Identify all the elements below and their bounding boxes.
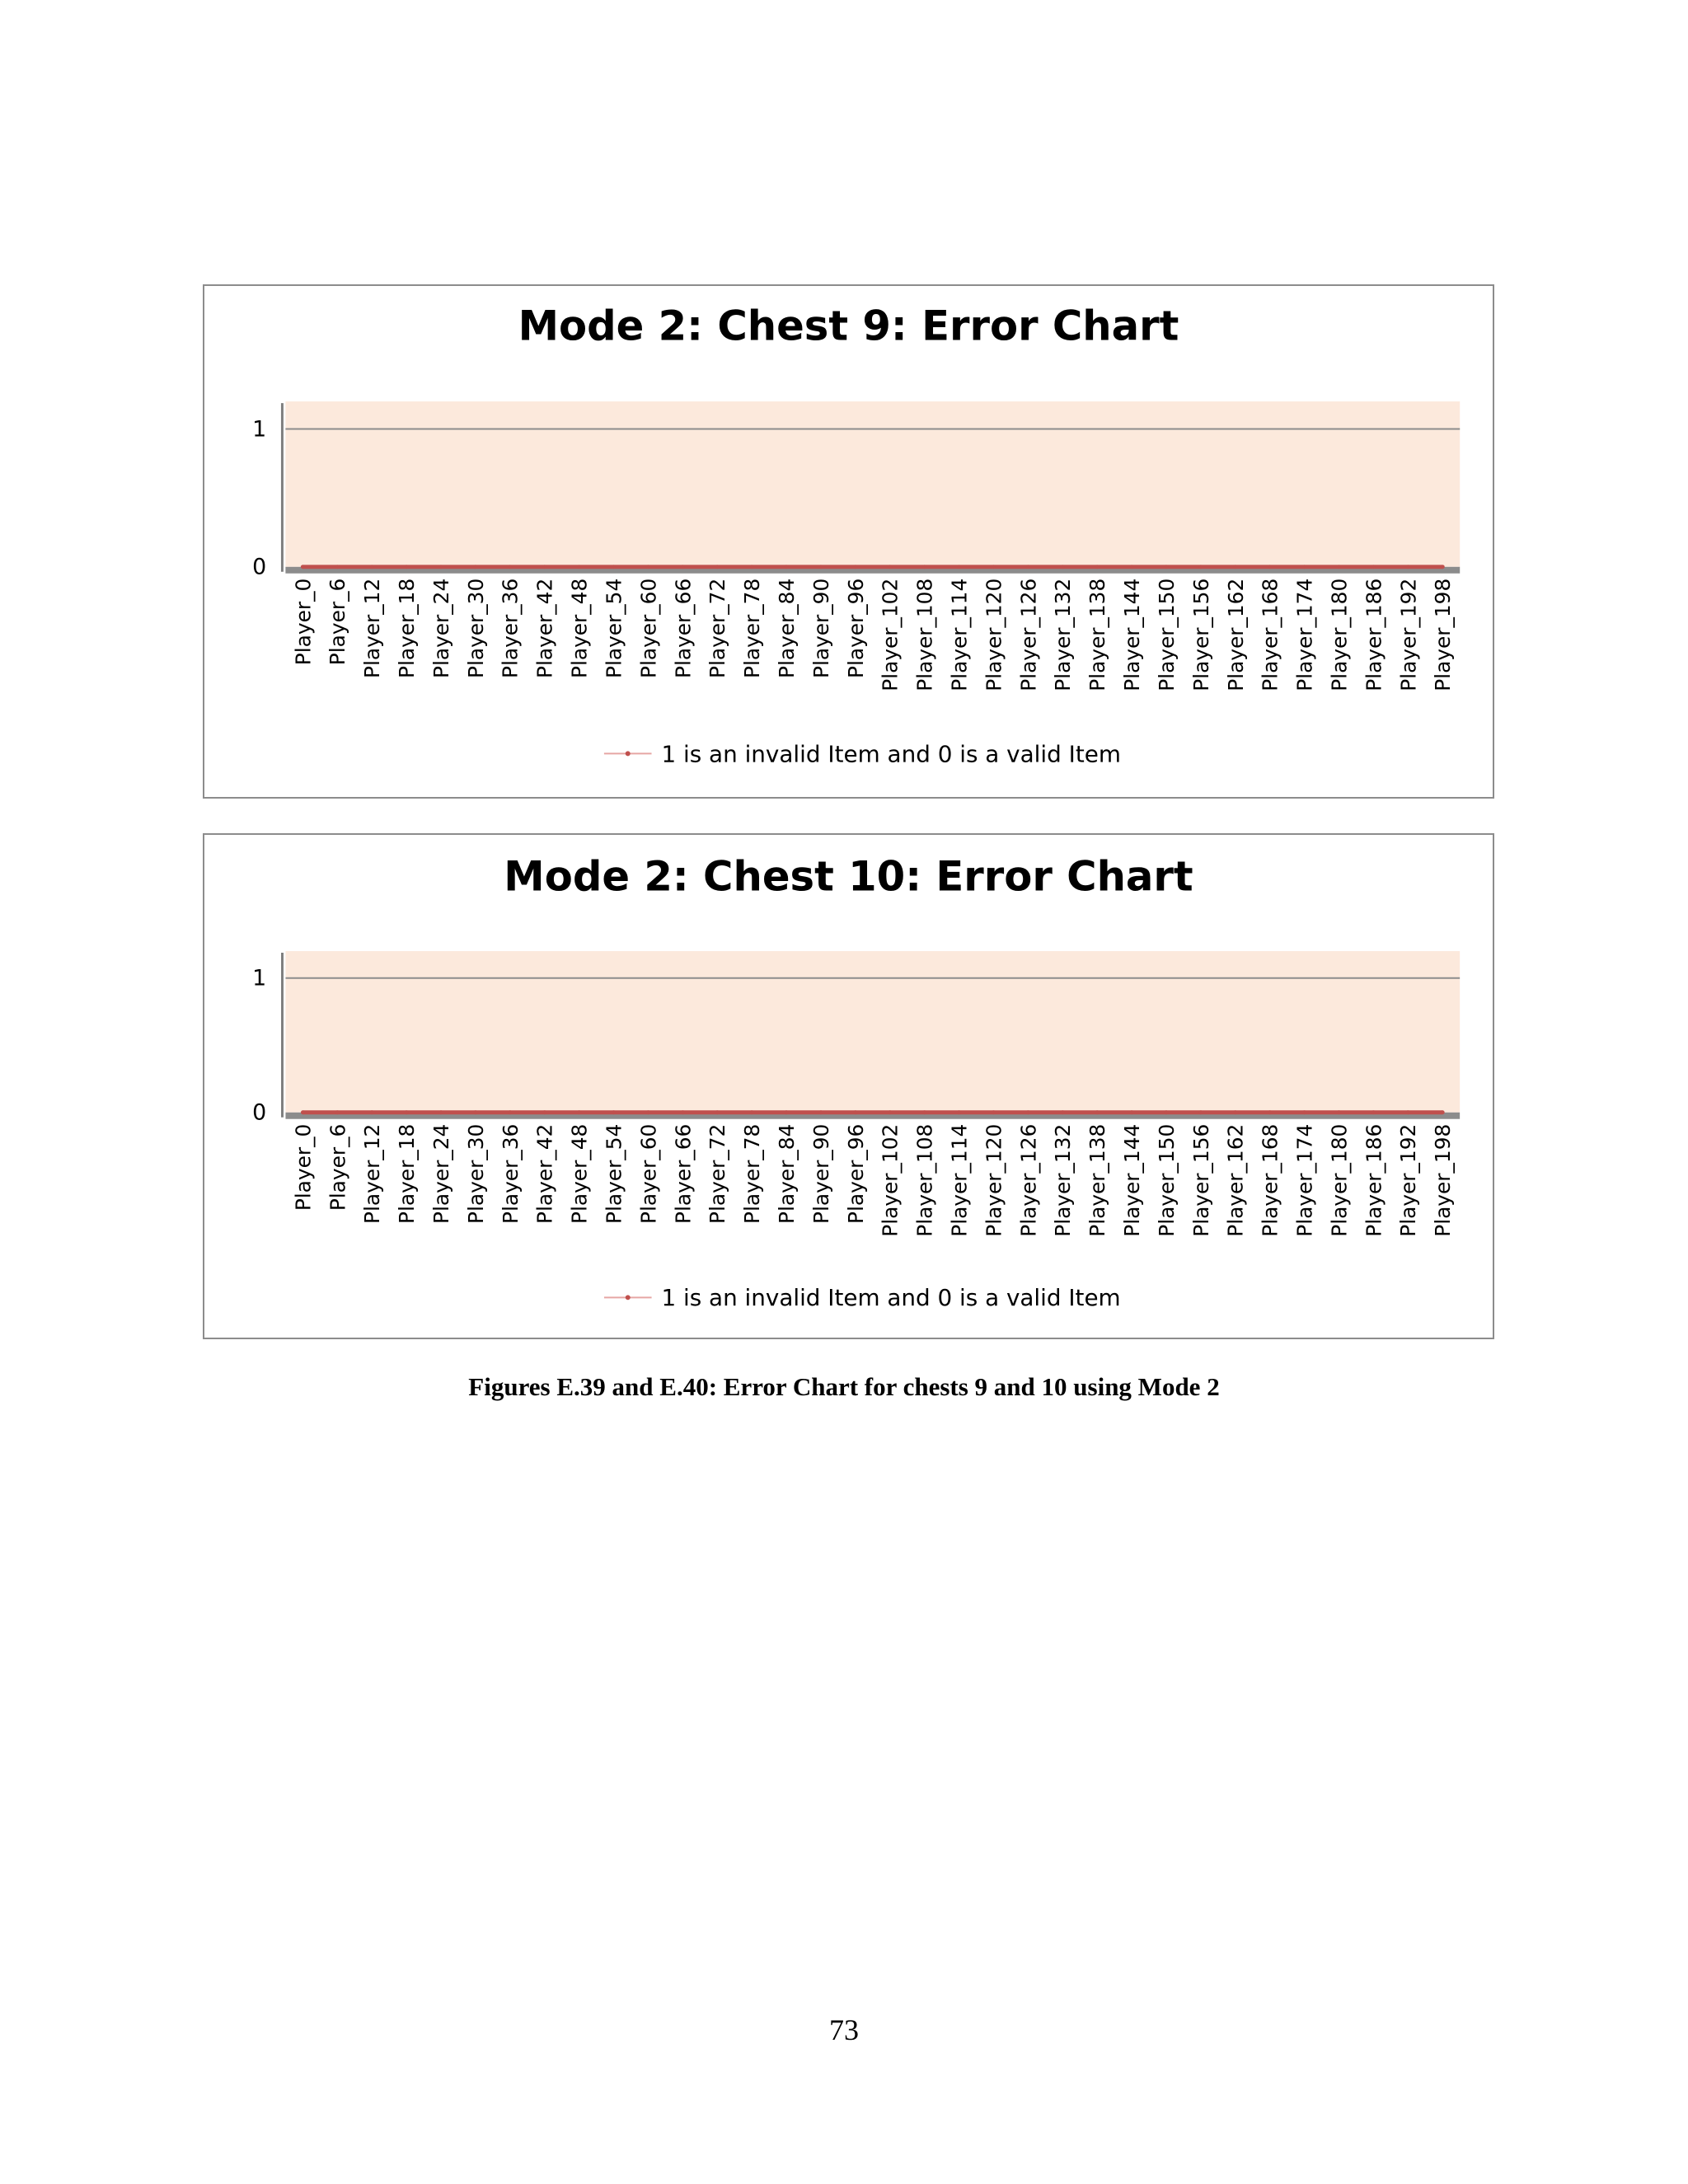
x-tick-label: Player_72 xyxy=(706,1123,730,1224)
x-tick-label: Player_78 xyxy=(740,1123,765,1224)
data-point xyxy=(853,1110,857,1114)
data-point xyxy=(405,1110,409,1114)
x-tick-label: Player_120 xyxy=(982,1123,1006,1237)
x-tick-label: Player_174 xyxy=(1292,1123,1317,1237)
data-point xyxy=(992,565,996,569)
data-point xyxy=(957,1110,961,1114)
x-tick-label: Player_96 xyxy=(843,578,868,678)
data-point xyxy=(888,1110,892,1114)
x-tick-label: Player_48 xyxy=(567,578,592,678)
x-tick-label: Player_36 xyxy=(498,1123,523,1224)
x-tick-label: Player_24 xyxy=(429,578,453,678)
x-tick-label: Player_150 xyxy=(1154,578,1179,691)
data-point xyxy=(1337,1110,1341,1114)
data-point xyxy=(1268,565,1272,569)
x-tick-label: Player_12 xyxy=(360,578,385,678)
x-tick-label: Player_156 xyxy=(1189,578,1213,691)
x-tick-label: Player_108 xyxy=(912,578,937,691)
x-tick-label: Player_114 xyxy=(947,1123,972,1237)
data-point xyxy=(1130,1110,1134,1114)
x-tick-label: Player_84 xyxy=(774,578,799,678)
data-point xyxy=(473,1110,477,1114)
y-tick-label: 0 xyxy=(252,554,267,580)
x-tick-label: Player_66 xyxy=(671,1123,696,1224)
x-tick-label: Player_198 xyxy=(1431,1123,1456,1237)
x-tick-label: Player_48 xyxy=(567,1123,592,1224)
data-point xyxy=(508,1110,512,1114)
x-tick-label: Player_0 xyxy=(291,578,316,666)
data-point xyxy=(1165,565,1169,569)
data-point xyxy=(370,1110,374,1114)
y-tick-label: 0 xyxy=(252,1099,267,1126)
data-point xyxy=(922,565,926,569)
x-tick-label: Player_0 xyxy=(291,1123,316,1212)
data-point xyxy=(1302,1110,1306,1114)
x-tick-label: Player_102 xyxy=(878,1123,903,1237)
data-point xyxy=(1302,565,1306,569)
data-point xyxy=(473,565,477,569)
data-point xyxy=(715,1110,720,1114)
x-tick-label: Player_96 xyxy=(843,1123,868,1224)
data-point xyxy=(1441,565,1445,569)
error-chart-chest-9 xyxy=(203,284,1494,799)
data-point xyxy=(715,565,720,569)
x-tick-label: Player_156 xyxy=(1189,1123,1213,1237)
data-point xyxy=(785,565,789,569)
y-tick-label: 1 xyxy=(252,416,267,443)
page-number: 73 xyxy=(829,2013,859,2046)
data-point xyxy=(335,565,340,569)
x-tick-label: Player_42 xyxy=(532,578,557,678)
x-tick-label: Player_24 xyxy=(429,1123,453,1224)
x-tick-label: Player_30 xyxy=(463,1123,488,1224)
x-tick-label: Player_126 xyxy=(1016,1123,1041,1237)
x-tick-label: Player_180 xyxy=(1327,578,1352,691)
data-point xyxy=(612,565,616,569)
chart-canvas xyxy=(204,286,1493,797)
data-point xyxy=(1337,565,1341,569)
x-tick-label: Player_84 xyxy=(774,1123,799,1224)
x-tick-label: Player_18 xyxy=(395,578,420,678)
data-point xyxy=(681,565,685,569)
data-point xyxy=(957,565,961,569)
x-tick-label: Player_102 xyxy=(878,578,903,691)
data-point xyxy=(405,565,409,569)
data-point xyxy=(1026,1110,1030,1114)
y-tick-label: 1 xyxy=(252,965,267,991)
legend-marker xyxy=(626,1295,631,1300)
data-point xyxy=(1164,1110,1168,1114)
data-point xyxy=(1233,1110,1237,1114)
data-point xyxy=(1198,1110,1203,1114)
legend-label: 1 is an invalid Item and 0 is a valid Item xyxy=(661,740,1121,768)
chart-title: Mode 2: Chest 9: Error Chart xyxy=(518,302,1179,350)
x-tick-label: Player_174 xyxy=(1292,578,1317,691)
legend-marker xyxy=(626,751,631,756)
data-point xyxy=(992,1110,996,1114)
data-point xyxy=(301,1110,305,1114)
data-point xyxy=(1441,1110,1445,1114)
data-point xyxy=(1095,1110,1100,1114)
data-point xyxy=(1268,1110,1272,1114)
plot-area xyxy=(285,401,1460,567)
data-point xyxy=(1061,1110,1065,1114)
data-point xyxy=(335,1110,340,1114)
data-point xyxy=(612,1110,616,1114)
data-point xyxy=(1406,1110,1410,1114)
data-point xyxy=(439,565,443,569)
error-chart-chest-10 xyxy=(203,833,1494,1339)
x-tick-label: Player_120 xyxy=(982,578,1006,691)
data-point xyxy=(1372,565,1376,569)
x-tick-label: Player_108 xyxy=(912,1123,937,1237)
data-point xyxy=(785,1110,789,1114)
data-point xyxy=(750,565,754,569)
data-point xyxy=(681,1110,685,1114)
data-point xyxy=(301,565,305,569)
data-point xyxy=(542,565,546,569)
plot-area xyxy=(285,951,1460,1113)
x-tick-label: Player_180 xyxy=(1327,1123,1352,1237)
data-point xyxy=(818,565,823,569)
data-point xyxy=(1372,1110,1376,1114)
x-tick-label: Player_132 xyxy=(1051,578,1076,691)
x-tick-label: Player_66 xyxy=(671,578,696,678)
data-point xyxy=(577,565,581,569)
x-tick-label: Player_54 xyxy=(602,1123,626,1224)
x-tick-label: Player_192 xyxy=(1396,1123,1421,1237)
data-point xyxy=(1026,565,1030,569)
x-tick-label: Player_168 xyxy=(1258,578,1282,691)
chart-title: Mode 2: Chest 10: Error Chart xyxy=(504,852,1193,901)
x-tick-label: Player_162 xyxy=(1223,578,1248,691)
x-tick-label: Player_12 xyxy=(360,1123,385,1224)
x-tick-label: Player_138 xyxy=(1085,578,1110,691)
data-point xyxy=(542,1110,546,1114)
data-point xyxy=(1061,565,1065,569)
x-tick-label: Player_90 xyxy=(809,578,833,678)
data-point xyxy=(1406,565,1410,569)
x-tick-label: Player_150 xyxy=(1154,1123,1179,1237)
data-point xyxy=(439,1110,443,1114)
data-point xyxy=(1095,565,1100,569)
x-tick-label: Player_138 xyxy=(1085,1123,1110,1237)
x-tick-label: Player_54 xyxy=(602,578,626,678)
x-tick-label: Player_162 xyxy=(1223,1123,1248,1237)
x-tick-label: Player_36 xyxy=(498,578,523,678)
x-tick-label: Player_60 xyxy=(636,1123,661,1224)
x-tick-label: Player_126 xyxy=(1016,578,1041,691)
x-tick-label: Player_30 xyxy=(463,578,488,678)
data-point xyxy=(750,1110,754,1114)
x-tick-label: Player_144 xyxy=(1120,578,1145,691)
data-point xyxy=(1233,565,1237,569)
x-tick-label: Player_186 xyxy=(1362,578,1386,691)
data-point xyxy=(853,565,857,569)
x-tick-label: Player_72 xyxy=(706,578,730,678)
x-tick-label: Player_18 xyxy=(395,1123,420,1224)
data-point xyxy=(646,565,650,569)
x-tick-label: Player_6 xyxy=(326,1123,350,1212)
x-tick-label: Player_6 xyxy=(326,578,350,666)
x-tick-label: Player_186 xyxy=(1362,1123,1386,1237)
data-point xyxy=(508,565,512,569)
data-point xyxy=(922,1110,926,1114)
data-point xyxy=(646,1110,650,1114)
x-tick-label: Player_198 xyxy=(1431,578,1456,691)
legend-label: 1 is an invalid Item and 0 is a valid Item xyxy=(661,1284,1121,1312)
chart-canvas xyxy=(204,835,1493,1338)
data-point xyxy=(1198,565,1203,569)
figure-caption: Figures E.39 and E.40: Error Chart for chests 9 and 10 using Mode 2 xyxy=(468,1372,1220,1401)
x-tick-label: Player_78 xyxy=(740,578,765,678)
data-point xyxy=(888,565,892,569)
x-tick-label: Player_192 xyxy=(1396,578,1421,691)
x-tick-label: Player_42 xyxy=(532,1123,557,1224)
x-tick-label: Player_168 xyxy=(1258,1123,1282,1237)
data-point xyxy=(577,1110,581,1114)
x-tick-label: Player_132 xyxy=(1051,1123,1076,1237)
data-point xyxy=(818,1110,823,1114)
x-tick-label: Player_60 xyxy=(636,578,661,678)
data-point xyxy=(370,565,374,569)
x-tick-label: Player_90 xyxy=(809,1123,833,1224)
x-tick-label: Player_144 xyxy=(1120,1123,1145,1237)
data-point xyxy=(1130,565,1134,569)
x-tick-label: Player_114 xyxy=(947,578,972,691)
